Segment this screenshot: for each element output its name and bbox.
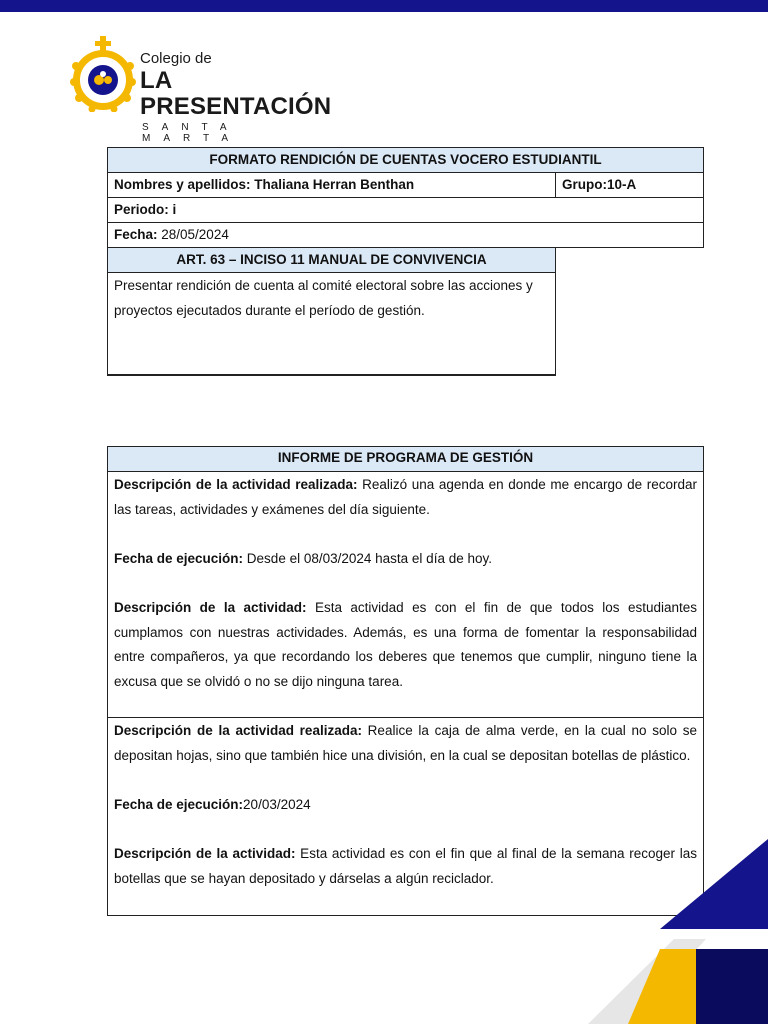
corner-decoration (588, 839, 768, 1024)
execution-date-text: Desde el 08/03/2024 hasta el día de hoy. (243, 550, 492, 566)
group-cell: Grupo:10-A (556, 173, 704, 198)
activity-description (114, 719, 697, 768)
execution-date-text: 20/03/2024 (243, 796, 311, 812)
account-form-table (107, 147, 704, 376)
execution-date (114, 547, 697, 572)
form-title: FORMATO RENDICIÓN DE CUENTAS VOCERO ESTUDIANTIL (108, 148, 704, 173)
activity-description-label: Descripción de la actividad realizada: (114, 723, 362, 738)
activity-1 (108, 472, 704, 718)
school-logo (70, 36, 340, 144)
activity-detail (114, 596, 697, 694)
execution-date-label: Fecha de ejecución: (114, 550, 244, 566)
activity-detail-text: Esta actividad es con el fin de que todos los estudiantes cumplamos con nuestras actividades. Además, es una forma de fomentar la responsabilidad entre compañeros, ya que recordando los deberes que tenemos que cumplir, ninguno tiene la excusa que se olvidó o no se dijo ninguna tarea. (114, 599, 698, 689)
logo-line-2: LA PRESENTACIÓN (140, 67, 332, 120)
date-value: 28/05/2024 (157, 227, 229, 242)
article-text: Presentar rendición de cuenta al comité electoral sobre las acciones y proyectos ejecutados durante el período de gestión. (108, 273, 556, 376)
date-cell (108, 223, 704, 248)
date-label: Fecha: (114, 227, 158, 242)
activity-detail-text: Esta actividad es con el fin que al final de la semana recoger las botellas que se hayan depositado y dárselas a algún reciclador. (114, 845, 697, 886)
activity-detail-label: Descripción de la actividad: (114, 845, 296, 861)
article-header: ART. 63 – INCISO 11 MANUAL DE CONVIVENCIA (108, 248, 556, 273)
logo-line-1: Colegio de (140, 50, 212, 67)
execution-date (114, 793, 697, 818)
report-title: INFORME DE PROGRAMA DE GESTIÓN (108, 447, 704, 472)
activity-description-text: Realizó una agenda en donde me encargo de recordar las tareas, actividades y exámenes del día siguiente. (114, 477, 697, 517)
logo-line-3: SANTA MARTA (142, 122, 242, 144)
school-seal-icon (70, 36, 136, 112)
top-banner-bar (0, 0, 768, 12)
empty-cell (556, 273, 704, 376)
student-name-cell: Nombres y apellidos: Thaliana Herran Benthan (108, 173, 556, 198)
activity-description-text: Realice la caja de alma verde, en la cual no solo se depositan hojas, sino que también hice una división, en la cual se depositan botellas de plástico. (114, 723, 697, 763)
activity-description (114, 473, 697, 522)
execution-date-label: Fecha de ejecución: (114, 796, 244, 812)
empty-cell (556, 248, 704, 273)
period-cell: Periodo: i (108, 198, 704, 223)
activity-description-label: Descripción de la actividad realizada: (114, 477, 358, 492)
activity-detail-label: Descripción de la actividad: (114, 599, 307, 615)
